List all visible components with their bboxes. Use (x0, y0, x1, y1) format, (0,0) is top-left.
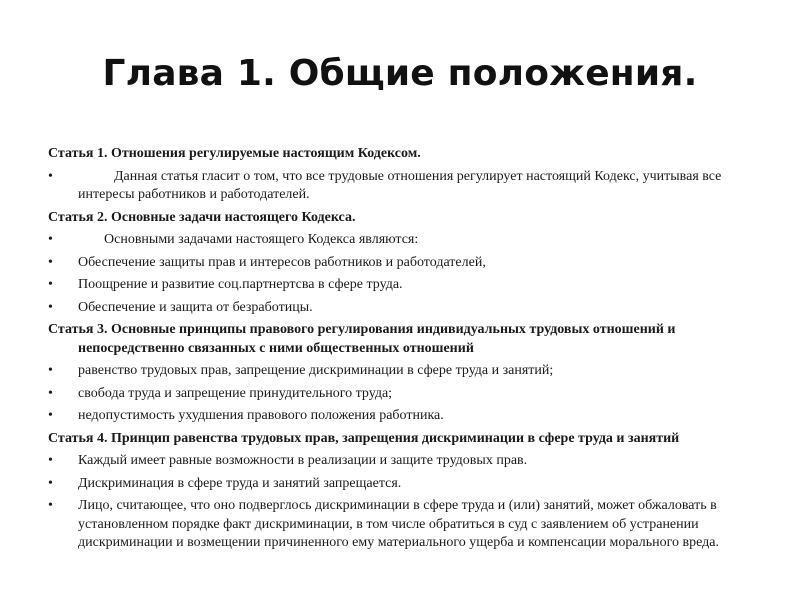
list-item (48, 276, 763, 295)
slide-title: Глава 1. Общие положения. (102, 53, 698, 94)
article-heading: Статья 3. Основные принципы правового регулирования индивидуальных трудовых отношений и непосредственно связанных с ними общественных отношений (48, 322, 676, 356)
bullet-marker: • (48, 299, 53, 315)
list-item-text: Поощрение и развитие соц.партнертсва в сфере труда. (78, 277, 403, 292)
article-heading: Статья 4. Принцип равенства трудовых прав, запрещения дискриминации в сфере труда и занятий (48, 430, 680, 446)
bullet-marker: • (48, 453, 53, 468)
list-item (48, 299, 763, 318)
list-item (48, 254, 763, 273)
list-item (48, 497, 763, 553)
bullet-marker: • (48, 363, 53, 378)
bullet-marker: • (48, 385, 53, 401)
bullet-marker: • (48, 277, 53, 292)
list-item (48, 385, 763, 404)
article-heading: Статья 2. Основные задачи настоящего Кодекса. (48, 209, 356, 225)
bullet-marker: • (48, 408, 53, 423)
bullet-marker: • (48, 498, 53, 513)
list-item (48, 168, 763, 205)
list-item (48, 475, 763, 494)
list-item (48, 362, 763, 381)
list-item-text: недопустимость ухудшения правового положения работника. (78, 408, 444, 423)
list-item-text: Обеспечение и защита от безработицы. (78, 299, 313, 315)
bullet-marker: • (48, 168, 53, 184)
list-item-text: Каждый имеет равные возможности в реализации и защите трудовых прав. (78, 453, 528, 468)
bullet-marker: • (48, 254, 53, 270)
article-heading: Статья 1. Отношения регулируемые настоящим Кодексом. (48, 146, 421, 161)
slide-body (48, 145, 763, 557)
list-item-text: Основными задачами настоящего Кодекса являются: (104, 232, 419, 247)
list-item-text: Дискриминация в сфере труда и занятий запрещается. (78, 475, 402, 491)
bullet-marker: • (48, 232, 53, 247)
list-item-text: Обеспечение защиты прав и интересов работников и работодателей, (78, 254, 486, 270)
list-item-text: Лицо, считающее, что оно подверглось дискриминации в сфере труда и (или) занятий, может обжаловать в установленном порядке факт дискриминации, в том числе обратиться в суд с заявлением об устранении дискриминации и возмещении причиненного ему материального ущерба и компенсации морального вреда. (78, 498, 719, 550)
list-item-text: Данная статья гласит о том, что все трудовые отношения регулирует настоящий Кодекс, учитывая все интересы работников и работодателей. (78, 168, 722, 202)
list-item-text: свобода труда и запрещение принудительного труда; (78, 385, 393, 401)
list-item (48, 407, 763, 426)
list-item (48, 231, 763, 250)
bullet-marker: • (48, 475, 53, 491)
list-item-text: равенство трудовых прав, запрещение дискриминации в сфере труда и занятий; (78, 363, 554, 378)
list-item (48, 452, 763, 471)
